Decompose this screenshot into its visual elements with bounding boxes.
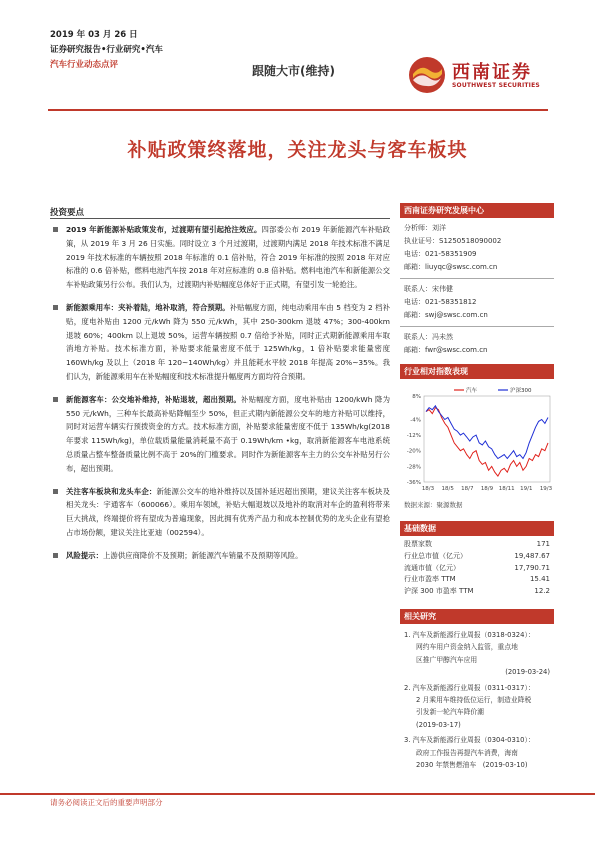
investment-heading: 投资要点: [50, 208, 85, 218]
y-tick-label: -20%: [406, 448, 421, 455]
x-tick-label: 18/11: [498, 486, 515, 492]
table-row: [400, 551, 554, 563]
contact-line: 执业证号：S1250518090002: [404, 237, 502, 245]
bullet-lead: 风险提示：: [66, 550, 103, 560]
analyst-block: [400, 222, 554, 274]
x-tick-label: 19/1: [520, 486, 533, 492]
row-value: 171: [536, 540, 550, 548]
bullet-text: 上游供应商降价不及预期；新能源汽车销量不及预期等风险。: [102, 550, 303, 560]
research-team-panel: [400, 203, 554, 357]
bullet-text: 四部委公布 2019 年新能源汽车补贴政策，从 2019 年 3 月 26 日实施。同时设立 3 个月过渡期，过渡期内满足 2018 年技术标准不满足 2019 年技术标准的车辆按照 2018 年标准的 0.1 倍补贴，符合 2019 年标准的按照 2018 年对应标准的 0.6 倍补贴，燃料电池汽车按 2018 年对应标准的 0.8 倍补贴。燃料电池汽车和新能源公交车补贴政策另行公布。我们认为，过渡期内补贴幅度总体好于正式期，有望引发一轮抢注。: [66, 225, 390, 290]
table-row: [400, 574, 554, 586]
contact-block: [400, 283, 554, 322]
investment-bullet: [50, 485, 390, 540]
bullet-lead: 2019 年新能源补贴政策发布，过渡期有望引起抢注效应。: [66, 225, 262, 234]
investment-divider: [50, 218, 390, 219]
related-desc: 区推广甲醇汽车应用: [416, 655, 478, 664]
report-type: 证券研究报告•行业研究•汽车: [50, 45, 163, 55]
contact-email[interactable]: 邮箱：liuyqc@swsc.com.cn: [404, 263, 498, 271]
contact-block: [400, 331, 554, 357]
bullet-text: 补贴幅度方面，纯电动乘用车由 5 档变为 2 档补贴，度电补贴由 1200 元/kWh 降为 550 元/kWh，其中 250-300km 退坡 47%；300-400km 退坡 60%；400km 以上退坡 50%，运营车辆按照 0.7 倍给予补贴，同时正式期新能源乘用车取消地方补贴。技术标准方面，补贴要求能量密度不低于 125Wh/kg，1 倍补贴要求能量密度 160Wh/kg 及以上（2018 年 120~140Wh/kg）并且能耗水平较 2018 年提高 20%~35%。我们认为，新能源乘用车在补贴幅度和技术标准提升幅度两方面均符合预期。: [66, 302, 390, 381]
basic-data-panel: [400, 521, 554, 598]
table-row: [400, 563, 554, 575]
related-research-panel: [400, 609, 554, 774]
related-desc: 网约车用户资金纳入监管，重点地: [416, 643, 518, 652]
y-tick-label: -4%: [410, 417, 421, 424]
footer-disclaimer: 请务必阅读正文后的重要声明部分: [50, 798, 163, 807]
row-label: 沪深 300 市盈率 TTM: [404, 587, 474, 596]
bullet-text: 补贴幅度方面，度电补贴由 1200/kWh 降为 550 元/kWh，三种车长最高补贴降幅至少 50%，但正式期内新能源公交车的地方补贴可以维持，同时对运营车辆实行预拨资金的方式。技术标准方面，补贴要求能量密度不低于 135Wh/kg(2018 年要求 115Wh/kg)，单位载质量能量消耗量不高于 0.19Wh/km •kg，取消新能源客车电池系统总质量占整车整备质量比例不高于 20%的门槛要求。同时作为新能源客车主力的公交车补贴另行公布，超出预期。: [66, 394, 390, 473]
investment-bullet: [50, 301, 390, 384]
related-item[interactable]: [404, 734, 554, 771]
x-tick-label: 18/7: [461, 486, 474, 492]
row-value: 19,487.67: [514, 551, 550, 560]
investment-points: [50, 223, 390, 572]
y-tick-label: -12%: [406, 433, 421, 440]
legend-label: 沪深300: [510, 388, 532, 394]
related-desc: 2030 年禁售燃油车: [416, 761, 477, 770]
bullet-lead: 新能源乘用车：夹补着陆，地补取消，符合预期。: [66, 302, 230, 312]
x-tick-label: 18/5: [441, 486, 454, 492]
related-title: 3. 汽车及新能源行业周报（0304-0310）：: [404, 736, 535, 745]
index-heading: 行业相对指数表现: [400, 364, 554, 379]
footer-divider: [0, 793, 595, 795]
header-info: [50, 28, 163, 73]
contact-email[interactable]: 邮箱：swj@swsc.com.cn: [404, 311, 488, 319]
x-tick-label: 19/3: [539, 486, 553, 492]
contact-divider: [400, 326, 554, 327]
basic-data-table: [400, 539, 554, 598]
row-value: 17,790.71: [514, 563, 550, 572]
table-row: [400, 586, 554, 598]
legend-label: 汽车: [466, 388, 478, 394]
row-label: 行业总市值（亿元）: [404, 551, 467, 560]
related-title: 1. 汽车及新能源行业周报（0318-0324）：: [404, 631, 535, 639]
header-divider: [48, 109, 548, 111]
x-tick-label: 18/9: [480, 486, 494, 492]
basic-heading: 基础数据: [400, 521, 554, 536]
company-name: 西南证券: [452, 62, 532, 83]
contact-line: 分析师：刘洋: [404, 224, 446, 232]
index-chart: [400, 382, 554, 500]
report-title: 补贴政策终落地，关注龙头与客车板块: [127, 139, 468, 161]
related-desc-with-date: [404, 759, 554, 771]
index-performance-panel: [400, 364, 554, 379]
related-date: (2019-03-10): [482, 761, 528, 770]
company-name-en: SOUTHWEST SECURITIES: [452, 82, 540, 89]
y-tick-label: -28%: [406, 464, 421, 471]
x-tick-label: 18/3: [421, 486, 435, 492]
contact-email[interactable]: 邮箱：fwr@swsc.com.cn: [404, 346, 488, 354]
contact-divider: [400, 278, 554, 279]
bullet-lead: 新能源客车：公交地补维持，补贴退坡，超出预期。: [66, 394, 241, 404]
bullet-text: 新能源公交车的地补维持以及国补延迟超出预期，建议关注客车板块及相关龙头：宇通客车（600066）。乘用车领域，补贴大幅退坡以及地补的取消对车企的盈利将带来巨大挑战，终端提价将有望成为普遍现象，因此拥有优秀产品力和成本控制优势的龙头企业有望抢占市场份额，建议关注比亚迪（002594）。: [66, 486, 390, 537]
row-label: 股票家数: [404, 540, 432, 548]
y-tick-label: 8%: [412, 394, 421, 400]
row-value: 12.2: [534, 587, 550, 596]
related-item[interactable]: [404, 629, 554, 679]
related-date: (2019-03-24): [505, 668, 550, 677]
bullet-lead: 关注客车板块和龙头车企：: [66, 486, 157, 496]
related-desc: 政府工作报告再提汽车消费，海南: [416, 748, 518, 757]
row-label: 行业市盈率 TTM: [404, 575, 456, 584]
contact-line: 联系人：宋伟健: [404, 285, 453, 293]
logo-emblem-icon: [408, 56, 446, 94]
team-heading: 西南证券研究发展中心: [400, 203, 554, 218]
contact-line: 联系人：冯未然: [404, 333, 453, 341]
relative-index-chart: [400, 382, 554, 500]
series-line: [426, 406, 548, 459]
related-item[interactable]: [404, 682, 554, 732]
row-label: 流通市值（亿元）: [404, 563, 460, 572]
investment-bullet: [50, 223, 390, 292]
report-subtype: 汽车行业动态点评: [50, 60, 119, 70]
related-heading: 相关研究: [400, 609, 554, 624]
chart-source: 数据来源：聚源数据: [404, 501, 463, 509]
related-desc: 引发新一轮汽车降价潮: [416, 708, 484, 717]
investment-bullet: [50, 549, 390, 563]
investment-bullet: [50, 393, 390, 476]
company-logo: [408, 56, 568, 94]
related-desc: 2 月乘用车维持低位运行，制造业降税: [416, 696, 532, 705]
contact-line: 电话：021-58351812: [404, 298, 477, 306]
related-date: (2019-03-17): [416, 720, 461, 729]
row-value: 15.41: [529, 575, 550, 584]
rating-label: 跟随大市(维持): [252, 64, 335, 78]
y-tick-label: -36%: [406, 480, 421, 486]
related-title: 2. 汽车及新能源行业周报（0311-0317）：: [404, 683, 535, 692]
related-list: [400, 629, 554, 771]
report-date: 2019 年 03 月 26 日: [50, 30, 138, 40]
table-row: [400, 539, 554, 551]
contact-line: 电话：021-58351909: [404, 250, 477, 258]
